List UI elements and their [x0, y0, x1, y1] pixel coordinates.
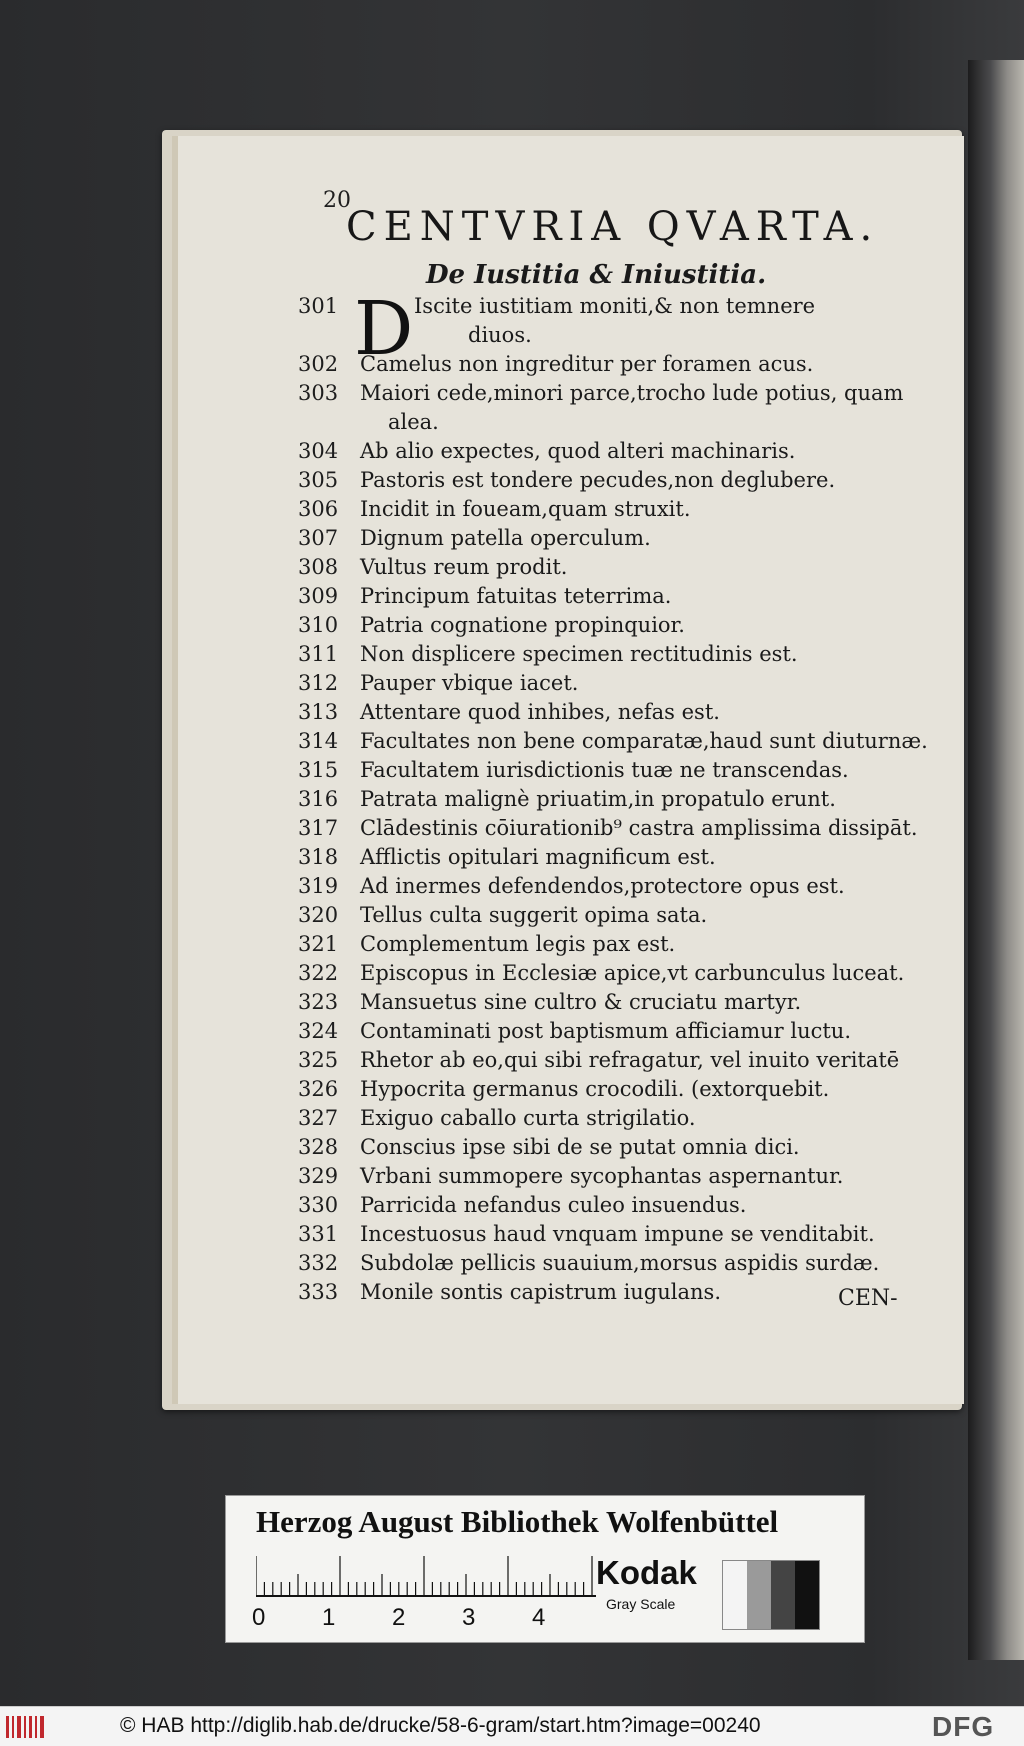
- source-url-text: © HAB http://diglib.hab.de/drucke/58-6-gram/start.htm?image=00240: [120, 1714, 761, 1737]
- proverb-number: 306: [298, 497, 339, 521]
- proverb-line: [178, 845, 970, 874]
- proverb-number: 328: [298, 1135, 339, 1159]
- proverb-number: 329: [298, 1164, 339, 1188]
- section-heading: De Iustitia & Iniustitia.: [426, 260, 767, 290]
- ruler-number: 2: [392, 1604, 406, 1631]
- proverb-number: 321: [298, 932, 339, 956]
- proverb-text: alea.: [388, 410, 439, 434]
- proverb-number: 313: [298, 700, 339, 724]
- proverb-line: [178, 497, 970, 526]
- proverb-text: Monile sontis capistrum iugulans.: [360, 1280, 721, 1304]
- proverb-number: 326: [298, 1077, 339, 1101]
- proverb-number: 330: [298, 1193, 339, 1217]
- proverb-text: Afflictis opitulari magnificum est.: [360, 845, 716, 869]
- proverb-number: 332: [298, 1251, 339, 1275]
- ruler-number: 0: [252, 1604, 266, 1631]
- proverb-line: [178, 381, 970, 410]
- library-name: Herzog August Bibliothek Wolfenbüttel: [256, 1504, 779, 1539]
- proverb-number: 333: [298, 1280, 339, 1304]
- proverb-number: 308: [298, 555, 339, 579]
- proverb-line: [178, 323, 970, 352]
- proverb-number: 331: [298, 1222, 339, 1246]
- proverb-text: Complementum legis pax est.: [360, 932, 676, 956]
- book-page: [172, 136, 964, 1404]
- proverb-number: 301: [298, 294, 339, 318]
- proverb-text: Dignum patella operculum.: [360, 526, 651, 550]
- proverb-line: [178, 1251, 970, 1280]
- proverb-text: Non displicere specimen rectitudinis est.: [360, 642, 798, 666]
- proverb-line: [178, 903, 970, 932]
- proverb-number: 309: [298, 584, 339, 608]
- proverb-line: [178, 1193, 970, 1222]
- proverb-text: Iscite iustitiam moniti,& non temnere: [414, 294, 816, 318]
- page-number: 20: [323, 188, 351, 213]
- proverb-line: [178, 758, 970, 787]
- proverb-text: Attentare quod inhibes, nefas est.: [360, 700, 720, 724]
- proverb-text: Incidit in foueam,quam struxit.: [360, 497, 691, 521]
- proverb-text: Subdolæ pellicis suauium,morsus aspidis surdæ.: [360, 1251, 880, 1275]
- proverb-line: [178, 874, 970, 903]
- proverb-text: Pauper vbique iacet.: [360, 671, 579, 695]
- proverb-text: Exiguo caballo curta strigilatio.: [360, 1106, 696, 1130]
- proverb-text: Conscius ipse sibi de se putat omnia dici.: [360, 1135, 800, 1159]
- proverb-line: [178, 294, 970, 323]
- proverb-text: Ab alio expectes, quod alteri machinaris.: [360, 439, 796, 463]
- proverb-line: [178, 787, 970, 816]
- dfg-logo: DFG: [932, 1711, 995, 1742]
- proverb-line: [178, 1048, 970, 1077]
- proverb-line: [178, 729, 970, 758]
- gray-patch: [723, 1561, 747, 1629]
- proverb-line: [178, 816, 970, 845]
- kodak-logo: Kodak: [596, 1554, 697, 1591]
- proverb-line: [178, 990, 970, 1019]
- proverb-text: Patria cognatione propinquior.: [360, 613, 685, 637]
- gray-patch: [771, 1561, 795, 1629]
- drop-capital: D: [354, 286, 414, 372]
- proverb-text: Vrbani summopere sycophantas aspernantur.: [360, 1164, 844, 1188]
- proverb-number: 314: [298, 729, 339, 753]
- proverb-text: Principum fatuitas teterrima.: [360, 584, 672, 608]
- adjacent-page-edge: [968, 60, 1024, 1660]
- proverb-number: 302: [298, 352, 339, 376]
- proverb-text: Ad inermes defendendos,protectore opus est.: [360, 874, 845, 898]
- proverb-text: Vultus reum prodit.: [360, 555, 568, 579]
- proverb-text: Parricida nefandus culeo insuendus.: [360, 1193, 747, 1217]
- proverb-number: 322: [298, 961, 339, 985]
- proverb-text: Camelus non ingreditur per foramen acus.: [360, 352, 814, 376]
- proverb-line: [178, 1135, 970, 1164]
- proverb-number: 319: [298, 874, 339, 898]
- proverb-line: [178, 439, 970, 468]
- proverb-line: [178, 555, 970, 584]
- proverb-number: 312: [298, 671, 339, 695]
- proverb-text: Episcopus in Ecclesiæ apice,vt carbunculus luceat.: [360, 961, 905, 985]
- catchword: CEN-: [838, 1286, 898, 1311]
- proverb-number: 304: [298, 439, 339, 463]
- proverb-text: Pastoris est tondere pecudes,non deglubere.: [360, 468, 836, 492]
- proverb-number: 316: [298, 787, 339, 811]
- footer-bar: [0, 1706, 1024, 1746]
- gray-patch: [747, 1561, 771, 1629]
- proverb-text: Contaminati post baptismum afficiamur luctu.: [360, 1019, 851, 1043]
- gray-patch: [795, 1561, 819, 1629]
- proverb-number: 310: [298, 613, 339, 637]
- proverb-line: [178, 700, 970, 729]
- scale-ruler: [256, 1556, 596, 1598]
- proverb-line: [178, 410, 970, 439]
- gray-scale-label: Gray Scale: [606, 1596, 676, 1612]
- proverb-text: Patrata malignè priuatim,in propatulo erunt.: [360, 787, 836, 811]
- proverb-line: [178, 352, 970, 381]
- proverb-number: 303: [298, 381, 339, 405]
- proverb-line: [178, 584, 970, 613]
- ruler-number: 1: [322, 1604, 336, 1631]
- proverb-line: [178, 932, 970, 961]
- proverb-line: [178, 642, 970, 671]
- proverb-number: 325: [298, 1048, 339, 1072]
- proverb-text: Facultates non bene comparatæ,haud sunt diuturnæ.: [360, 729, 928, 753]
- proverb-text: Incestuosus haud vnquam impune se venditabit.: [360, 1222, 875, 1246]
- proverb-line: [178, 1164, 970, 1193]
- proverb-number: 320: [298, 903, 339, 927]
- proverb-number: 324: [298, 1019, 339, 1043]
- proverb-text: Facultatem iurisdictionis tuæ ne transcendas.: [360, 758, 849, 782]
- proverb-text: diuos.: [468, 323, 532, 347]
- proverb-line: [178, 671, 970, 700]
- proverb-line: [178, 1077, 970, 1106]
- proverb-number: 315: [298, 758, 339, 782]
- proverb-number: 318: [298, 845, 339, 869]
- ruler-number: 4: [532, 1604, 546, 1631]
- ruler-number: 3: [462, 1604, 476, 1631]
- proverb-number: 323: [298, 990, 339, 1014]
- color-target-card: [225, 1495, 865, 1643]
- page-title: CENTVRIA QVARTA.: [346, 204, 880, 250]
- proverb-text: Hypocrita germanus crocodili. (extorquebit.: [360, 1077, 830, 1101]
- proverb-number: 305: [298, 468, 339, 492]
- proverb-line: [178, 1019, 970, 1048]
- proverb-text: Mansuetus sine cultro & cruciatu martyr.: [360, 990, 802, 1014]
- proverb-text: Tellus culta suggerit opima sata.: [360, 903, 708, 927]
- proverb-text: Clādestinis cōiurationib⁹ castra amplissima dissipāt.: [360, 816, 918, 840]
- proverb-line: [178, 526, 970, 555]
- proverb-number: 327: [298, 1106, 339, 1130]
- proverb-line: [178, 961, 970, 990]
- proverb-number: 307: [298, 526, 339, 550]
- proverb-line: [178, 613, 970, 642]
- proverb-number: 311: [298, 642, 339, 666]
- gray-scale-swatch: [722, 1560, 820, 1630]
- proverb-line: [178, 468, 970, 497]
- proverb-line: [178, 1222, 970, 1251]
- barcode-icon: [6, 1716, 48, 1738]
- proverb-text: Rhetor ab eo,qui sibi refragatur, vel inuito veritatē: [360, 1048, 900, 1072]
- proverb-text: Maiori cede,minori parce,trocho lude potius, quam: [360, 381, 904, 405]
- proverb-list: [178, 286, 970, 1309]
- proverb-number: 317: [298, 816, 339, 840]
- proverb-line: [178, 1106, 970, 1135]
